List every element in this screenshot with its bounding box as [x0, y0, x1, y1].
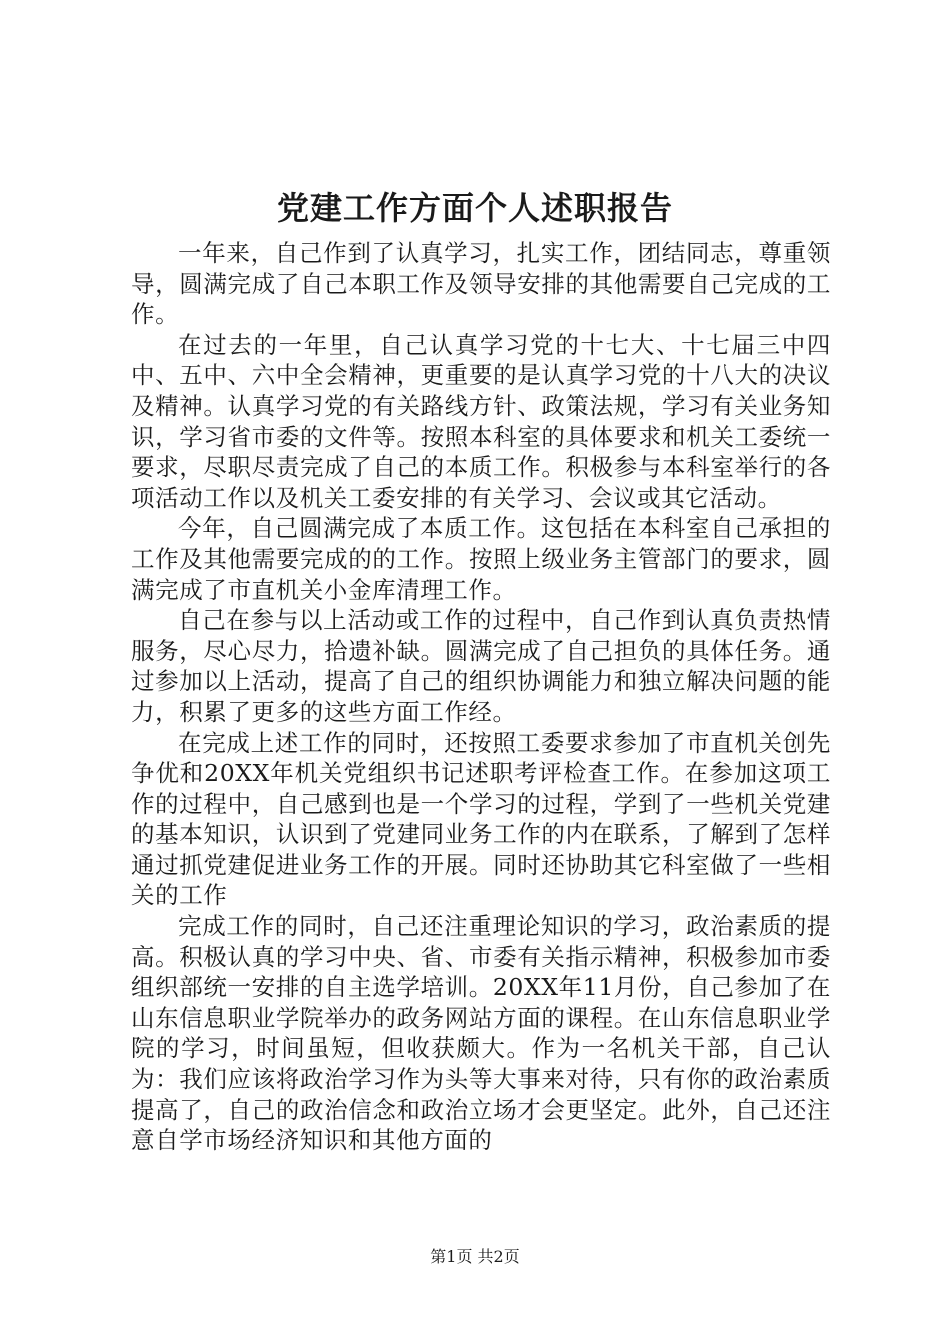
page-footer: 第1页 共2页	[430, 1247, 520, 1266]
document-title: 党建工作方面个人述职报告	[276, 189, 673, 227]
paragraph-5: 在完成上述工作的同时，还按照工委要求参加了市直机关创先争优和20XX年机关党组织书记述职考评检查工作。在参加这项工作的过程中，自己感到也是一个学习的过程，学到了一些机关党建的基本知识，认识到了党建同业务工作的内在联系，了解到了怎样通过抓党建促进业务工作的开展。同时还协助其它科室做了一些相关的工作	[131, 728, 831, 910]
paragraph-3: 今年，自己圆满完成了本质工作。这包括在本科室自己承担的工作及其他需要完成的的工作。按照上级业务主管部门的要求，圆满完成了市直机关小金库清理工作。	[131, 514, 831, 604]
paragraph-4: 自己在参与以上活动或工作的过程中，自己作到认真负责热情服务，尽心尽力，拾遗补缺。圆满完成了自己担负的具体任务。通过参加以上活动，提高了自己的组织协调能力和独立解决问题的能力，积累了更多的这些方面工作经。	[131, 606, 831, 726]
paragraph-1: 一年来，自己作到了认真学习，扎实工作，团结同志，尊重领导，圆满完成了自己本职工作及领导安排的其他需要自己完成的工作。	[131, 239, 831, 329]
paragraph-2: 在过去的一年里，自己认真学习党的十七大、十七届三中四中、五中、六中全会精神，更重要的是认真学习党的十八大的决议及精神。认真学习党的有关路线方针、政策法规，学习有关业务知识，学习省市委的文件等。按照本科室的具体要求和机关工委统一要求，尽职尽责完成了自己的本质工作。积极参与本科室举行的各项活动工作以及机关工委安排的有关学习、会议或其它活动。	[131, 330, 831, 512]
document-body	[131, 238, 831, 1156]
paragraph-6: 完成工作的同时，自己还注重理论知识的学习，政治素质的提高。积极认真的学习中央、省、市委有关指示精神，积极参加市委组织部统一安排的自主选学培训。20XX年11月份，自己参加了在山东信息职业学院举办的政务网站方面的课程。在山东信息职业学院的学习，时间虽短，但收获颇大。作为一名机关干部，自己认为：我们应该将政治学习作为头等大事来对待，只有你的政治素质提高了，自己的政治信念和政治立场才会更坚定。此外，自己还注意自学市场经济知识和其他方面的	[131, 912, 831, 1155]
